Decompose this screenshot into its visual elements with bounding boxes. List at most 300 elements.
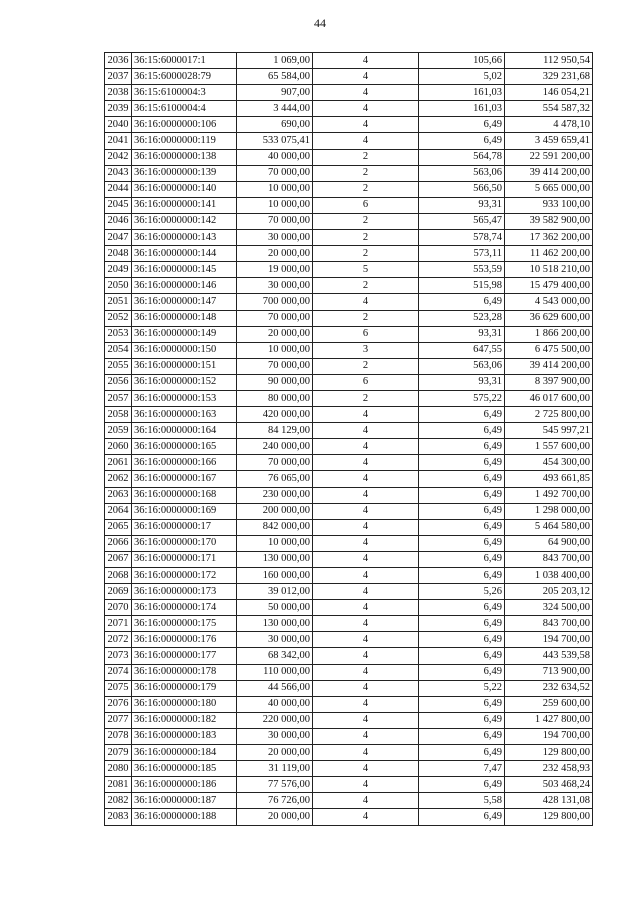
row-number-cell: 2077 (105, 712, 132, 728)
area-cell: 76 726,00 (237, 793, 313, 809)
row-number-cell: 2059 (105, 423, 132, 439)
specific-value-cell: 6,49 (419, 423, 505, 439)
area-cell: 10 000,00 (237, 342, 313, 358)
cadastral-number-cell: 36:16:0000000:176 (132, 632, 237, 648)
area-cell: 160 000,00 (237, 568, 313, 584)
row-number-cell: 2041 (105, 133, 132, 149)
area-cell: 30 000,00 (237, 230, 313, 246)
row-number-cell: 2066 (105, 535, 132, 551)
area-cell: 110 000,00 (237, 664, 313, 680)
row-number-cell: 2064 (105, 503, 132, 519)
cadastral-value-cell: 713 900,00 (505, 664, 593, 680)
cadastral-value-cell: 232 634,52 (505, 680, 593, 696)
row-number-cell: 2040 (105, 117, 132, 133)
table-row (105, 181, 593, 197)
table-row (105, 390, 593, 406)
group-cell: 2 (313, 230, 419, 246)
group-cell: 4 (313, 632, 419, 648)
cadastral-number-cell: 36:16:0000000:153 (132, 390, 237, 406)
area-cell: 130 000,00 (237, 551, 313, 567)
row-number-cell: 2057 (105, 390, 132, 406)
specific-value-cell: 647,55 (419, 342, 505, 358)
cadastral-number-cell: 36:16:0000000:170 (132, 535, 237, 551)
cadastral-value-cell: 46 017 600,00 (505, 390, 593, 406)
cadastral-number-cell: 36:16:0000000:141 (132, 197, 237, 213)
table-row (105, 793, 593, 809)
group-cell: 4 (313, 648, 419, 664)
specific-value-cell: 161,03 (419, 101, 505, 117)
area-cell: 70 000,00 (237, 455, 313, 471)
group-cell: 4 (313, 761, 419, 777)
cadastral-value-cell: 10 518 210,00 (505, 262, 593, 278)
row-number-cell: 2082 (105, 793, 132, 809)
area-cell: 19 000,00 (237, 262, 313, 278)
specific-value-cell: 553,59 (419, 262, 505, 278)
cadastral-value-cell: 39 414 200,00 (505, 358, 593, 374)
row-number-cell: 2053 (105, 326, 132, 342)
specific-value-cell: 93,31 (419, 197, 505, 213)
table-row (105, 568, 593, 584)
cadastral-value-cell: 36 629 600,00 (505, 310, 593, 326)
group-cell: 4 (313, 568, 419, 584)
specific-value-cell: 6,49 (419, 568, 505, 584)
cadastral-number-cell: 36:16:0000000:168 (132, 487, 237, 503)
row-number-cell: 2047 (105, 230, 132, 246)
group-cell: 2 (313, 390, 419, 406)
group-cell: 4 (313, 294, 419, 310)
specific-value-cell: 93,31 (419, 374, 505, 390)
row-number-cell: 2046 (105, 213, 132, 229)
group-cell: 2 (313, 310, 419, 326)
specific-value-cell: 6,49 (419, 407, 505, 423)
row-number-cell: 2049 (105, 262, 132, 278)
row-number-cell: 2044 (105, 181, 132, 197)
cadastral-value-cell: 8 397 900,00 (505, 374, 593, 390)
row-number-cell: 2069 (105, 584, 132, 600)
table-row (105, 600, 593, 616)
cadastral-value-cell: 454 300,00 (505, 455, 593, 471)
table-row (105, 407, 593, 423)
row-number-cell: 2076 (105, 696, 132, 712)
specific-value-cell: 566,50 (419, 181, 505, 197)
specific-value-cell: 523,28 (419, 310, 505, 326)
area-cell: 690,00 (237, 117, 313, 133)
table-row (105, 85, 593, 101)
row-number-cell: 2068 (105, 568, 132, 584)
row-number-cell: 2083 (105, 809, 132, 825)
row-number-cell: 2036 (105, 53, 132, 69)
area-cell: 10 000,00 (237, 535, 313, 551)
cadastral-number-cell: 36:16:0000000:140 (132, 181, 237, 197)
table-row (105, 262, 593, 278)
specific-value-cell: 6,49 (419, 551, 505, 567)
cadastral-number-cell: 36:16:0000000:182 (132, 712, 237, 728)
cadastral-number-cell: 36:16:0000000:175 (132, 616, 237, 632)
area-cell: 907,00 (237, 85, 313, 101)
area-cell: 40 000,00 (237, 149, 313, 165)
table-body (105, 53, 593, 826)
table-row (105, 535, 593, 551)
specific-value-cell: 6,49 (419, 696, 505, 712)
specific-value-cell: 6,49 (419, 664, 505, 680)
group-cell: 4 (313, 728, 419, 744)
cadastral-number-cell: 36:16:0000000:174 (132, 600, 237, 616)
area-cell: 1 069,00 (237, 53, 313, 69)
table-row (105, 117, 593, 133)
cadastral-number-cell: 36:16:0000000:148 (132, 310, 237, 326)
group-cell: 4 (313, 551, 419, 567)
group-cell: 4 (313, 712, 419, 728)
group-cell: 4 (313, 117, 419, 133)
cadastral-number-cell: 36:16:0000000:151 (132, 358, 237, 374)
table-row (105, 728, 593, 744)
cadastral-value-cell: 843 700,00 (505, 616, 593, 632)
row-number-cell: 2080 (105, 761, 132, 777)
cadastral-value-cell: 1 866 200,00 (505, 326, 593, 342)
area-cell: 700 000,00 (237, 294, 313, 310)
group-cell: 4 (313, 584, 419, 600)
cadastral-value-cell: 129 800,00 (505, 809, 593, 825)
cadastral-value-cell: 443 539,58 (505, 648, 593, 664)
group-cell: 4 (313, 471, 419, 487)
group-cell: 4 (313, 423, 419, 439)
row-number-cell: 2075 (105, 680, 132, 696)
page-number: 44 (314, 16, 326, 30)
table-row (105, 648, 593, 664)
cadastral-value-cell: 493 661,85 (505, 471, 593, 487)
specific-value-cell: 7,47 (419, 761, 505, 777)
area-cell: 80 000,00 (237, 390, 313, 406)
specific-value-cell: 5,26 (419, 584, 505, 600)
cadastral-number-cell: 36:16:0000000:17 (132, 519, 237, 535)
cadastral-number-cell: 36:16:0000000:146 (132, 278, 237, 294)
table-row (105, 165, 593, 181)
cadastral-number-cell: 36:16:0000000:142 (132, 213, 237, 229)
cadastral-number-cell: 36:16:0000000:145 (132, 262, 237, 278)
row-number-cell: 2052 (105, 310, 132, 326)
table-row (105, 213, 593, 229)
row-number-cell: 2061 (105, 455, 132, 471)
area-cell: 20 000,00 (237, 745, 313, 761)
cadastral-value-cell: 1 298 000,00 (505, 503, 593, 519)
row-number-cell: 2071 (105, 616, 132, 632)
cadastral-number-cell: 36:15:6100004:3 (132, 85, 237, 101)
cadastral-number-cell: 36:16:0000000:177 (132, 648, 237, 664)
specific-value-cell: 6,49 (419, 632, 505, 648)
group-cell: 6 (313, 374, 419, 390)
cadastral-number-cell: 36:16:0000000:184 (132, 745, 237, 761)
area-cell: 76 065,00 (237, 471, 313, 487)
cadastral-value-cell: 259 600,00 (505, 696, 593, 712)
cadastral-number-cell: 36:16:0000000:106 (132, 117, 237, 133)
specific-value-cell: 6,49 (419, 294, 505, 310)
cadastral-number-cell: 36:16:0000000:164 (132, 423, 237, 439)
row-number-cell: 2056 (105, 374, 132, 390)
group-cell: 4 (313, 101, 419, 117)
specific-value-cell: 6,49 (419, 777, 505, 793)
table-row (105, 326, 593, 342)
cadastral-value-cell: 1 038 400,00 (505, 568, 593, 584)
group-cell: 4 (313, 600, 419, 616)
area-cell: 40 000,00 (237, 696, 313, 712)
cadastral-number-cell: 36:16:0000000:139 (132, 165, 237, 181)
group-cell: 4 (313, 745, 419, 761)
table-row (105, 101, 593, 117)
row-number-cell: 2079 (105, 745, 132, 761)
specific-value-cell: 565,47 (419, 213, 505, 229)
table-row (105, 69, 593, 85)
cadastral-number-cell: 36:16:0000000:183 (132, 728, 237, 744)
area-cell: 70 000,00 (237, 165, 313, 181)
area-cell: 20 000,00 (237, 809, 313, 825)
specific-value-cell: 573,11 (419, 246, 505, 262)
table-row (105, 246, 593, 262)
cadastral-value-cell: 146 054,21 (505, 85, 593, 101)
row-number-cell: 2060 (105, 439, 132, 455)
row-number-cell: 2081 (105, 777, 132, 793)
specific-value-cell: 578,74 (419, 230, 505, 246)
table-row (105, 777, 593, 793)
row-number-cell: 2054 (105, 342, 132, 358)
cadastral-value-cell: 232 458,93 (505, 761, 593, 777)
area-cell: 39 012,00 (237, 584, 313, 600)
cadastral-value-cell: 4 543 000,00 (505, 294, 593, 310)
cadastral-value-cell: 4 478,10 (505, 117, 593, 133)
area-cell: 30 000,00 (237, 278, 313, 294)
cadastral-number-cell: 36:16:0000000:138 (132, 149, 237, 165)
specific-value-cell: 564,78 (419, 149, 505, 165)
group-cell: 6 (313, 326, 419, 342)
cadastral-number-cell: 36:16:0000000:119 (132, 133, 237, 149)
table-row (105, 503, 593, 519)
table-row (105, 455, 593, 471)
cadastral-number-cell: 36:16:0000000:173 (132, 584, 237, 600)
cadastral-value-cell: 39 582 900,00 (505, 213, 593, 229)
table-row (105, 310, 593, 326)
area-cell: 31 119,00 (237, 761, 313, 777)
cadastral-value-cell: 324 500,00 (505, 600, 593, 616)
table-row (105, 584, 593, 600)
row-number-cell: 2045 (105, 197, 132, 213)
group-cell: 4 (313, 777, 419, 793)
row-number-cell: 2073 (105, 648, 132, 664)
row-number-cell: 2072 (105, 632, 132, 648)
group-cell: 4 (313, 487, 419, 503)
table-row (105, 358, 593, 374)
specific-value-cell: 515,98 (419, 278, 505, 294)
row-number-cell: 2074 (105, 664, 132, 680)
row-number-cell: 2063 (105, 487, 132, 503)
row-number-cell: 2037 (105, 69, 132, 85)
row-number-cell: 2058 (105, 407, 132, 423)
area-cell: 533 075,41 (237, 133, 313, 149)
area-cell: 200 000,00 (237, 503, 313, 519)
row-number-cell: 2051 (105, 294, 132, 310)
group-cell: 2 (313, 181, 419, 197)
table-row (105, 632, 593, 648)
cadastral-value-cell: 6 475 500,00 (505, 342, 593, 358)
area-cell: 10 000,00 (237, 197, 313, 213)
area-cell: 65 584,00 (237, 69, 313, 85)
area-cell: 230 000,00 (237, 487, 313, 503)
group-cell: 4 (313, 455, 419, 471)
specific-value-cell: 6,49 (419, 809, 505, 825)
cadastral-value-cell: 843 700,00 (505, 551, 593, 567)
group-cell: 6 (313, 197, 419, 213)
table-row (105, 53, 593, 69)
row-number-cell: 2065 (105, 519, 132, 535)
specific-value-cell: 563,06 (419, 165, 505, 181)
table-row (105, 680, 593, 696)
area-cell: 70 000,00 (237, 310, 313, 326)
group-cell: 4 (313, 616, 419, 632)
cadastral-value-cell: 129 800,00 (505, 745, 593, 761)
specific-value-cell: 6,49 (419, 439, 505, 455)
group-cell: 2 (313, 149, 419, 165)
table-row (105, 133, 593, 149)
specific-value-cell: 6,49 (419, 471, 505, 487)
group-cell: 4 (313, 407, 419, 423)
table-row (105, 551, 593, 567)
area-cell: 68 342,00 (237, 648, 313, 664)
table-row (105, 519, 593, 535)
row-number-cell: 2038 (105, 85, 132, 101)
table-row (105, 197, 593, 213)
specific-value-cell: 6,49 (419, 600, 505, 616)
area-cell: 20 000,00 (237, 246, 313, 262)
cadastral-number-cell: 36:16:0000000:149 (132, 326, 237, 342)
specific-value-cell: 6,49 (419, 712, 505, 728)
cadastral-value-cell: 112 950,54 (505, 53, 593, 69)
specific-value-cell: 105,66 (419, 53, 505, 69)
row-number-cell: 2043 (105, 165, 132, 181)
row-number-cell: 2055 (105, 358, 132, 374)
cadastral-number-cell: 36:16:0000000:188 (132, 809, 237, 825)
cadastral-value-cell: 22 591 200,00 (505, 149, 593, 165)
group-cell: 4 (313, 503, 419, 519)
area-cell: 130 000,00 (237, 616, 313, 632)
group-cell: 4 (313, 133, 419, 149)
specific-value-cell: 161,03 (419, 85, 505, 101)
cadastral-number-cell: 36:16:0000000:144 (132, 246, 237, 262)
cadastral-number-cell: 36:15:6100004:4 (132, 101, 237, 117)
cadastral-value-cell: 39 414 200,00 (505, 165, 593, 181)
cadastral-value-cell: 1 427 800,00 (505, 712, 593, 728)
specific-value-cell: 5,02 (419, 69, 505, 85)
cadastral-number-cell: 36:16:0000000:171 (132, 551, 237, 567)
specific-value-cell: 6,49 (419, 728, 505, 744)
cadastral-number-cell: 36:16:0000000:150 (132, 342, 237, 358)
table-row (105, 439, 593, 455)
table-row (105, 423, 593, 439)
cadastral-value-cell: 2 725 800,00 (505, 407, 593, 423)
row-number-cell: 2050 (105, 278, 132, 294)
row-number-cell: 2042 (105, 149, 132, 165)
group-cell: 4 (313, 809, 419, 825)
specific-value-cell: 6,49 (419, 745, 505, 761)
specific-value-cell: 6,49 (419, 133, 505, 149)
specific-value-cell: 575,22 (419, 390, 505, 406)
area-cell: 50 000,00 (237, 600, 313, 616)
cadastral-number-cell: 36:16:0000000:187 (132, 793, 237, 809)
specific-value-cell: 6,49 (419, 535, 505, 551)
cadastral-number-cell: 36:16:0000000:180 (132, 696, 237, 712)
cadastral-value-cell: 933 100,00 (505, 197, 593, 213)
row-number-cell: 2048 (105, 246, 132, 262)
table-row (105, 149, 593, 165)
cadastral-value-cell: 554 587,32 (505, 101, 593, 117)
area-cell: 220 000,00 (237, 712, 313, 728)
cadastral-value-cell: 545 997,21 (505, 423, 593, 439)
group-cell: 4 (313, 793, 419, 809)
table-row (105, 487, 593, 503)
cadastral-number-cell: 36:16:0000000:172 (132, 568, 237, 584)
specific-value-cell: 6,49 (419, 616, 505, 632)
cadastral-value-cell: 194 700,00 (505, 728, 593, 744)
group-cell: 5 (313, 262, 419, 278)
cadastral-number-cell: 36:16:0000000:185 (132, 761, 237, 777)
row-number-cell: 2078 (105, 728, 132, 744)
cadastral-value-cell: 205 203,12 (505, 584, 593, 600)
group-cell: 4 (313, 439, 419, 455)
area-cell: 44 566,00 (237, 680, 313, 696)
cadastral-number-cell: 36:16:0000000:167 (132, 471, 237, 487)
cadastral-value-cell: 64 900,00 (505, 535, 593, 551)
cadastral-number-cell: 36:15:6000017:1 (132, 53, 237, 69)
group-cell: 4 (313, 53, 419, 69)
group-cell: 4 (313, 535, 419, 551)
cadastral-value-cell: 17 362 200,00 (505, 230, 593, 246)
table-row (105, 230, 593, 246)
cadastral-number-cell: 36:15:6000028:79 (132, 69, 237, 85)
cadastral-value-cell: 5 464 580,00 (505, 519, 593, 535)
group-cell: 4 (313, 664, 419, 680)
specific-value-cell: 5,58 (419, 793, 505, 809)
cadastral-number-cell: 36:16:0000000:163 (132, 407, 237, 423)
table-row (105, 809, 593, 825)
group-cell: 2 (313, 246, 419, 262)
table-row (105, 761, 593, 777)
cadastral-value-cell: 503 468,24 (505, 777, 593, 793)
area-cell: 70 000,00 (237, 358, 313, 374)
cadastral-value-cell: 329 231,68 (505, 69, 593, 85)
table-row (105, 616, 593, 632)
specific-value-cell: 6,49 (419, 487, 505, 503)
group-cell: 4 (313, 69, 419, 85)
cadastral-value-cell: 15 479 400,00 (505, 278, 593, 294)
area-cell: 20 000,00 (237, 326, 313, 342)
group-cell: 2 (313, 358, 419, 374)
cadastral-value-cell: 1 557 600,00 (505, 439, 593, 455)
group-cell: 4 (313, 680, 419, 696)
table-row (105, 696, 593, 712)
specific-value-cell: 6,49 (419, 503, 505, 519)
cadastral-value-cell: 11 462 200,00 (505, 246, 593, 262)
area-cell: 842 000,00 (237, 519, 313, 535)
row-number-cell: 2039 (105, 101, 132, 117)
area-cell: 70 000,00 (237, 213, 313, 229)
group-cell: 4 (313, 696, 419, 712)
cadastral-value-cell: 428 131,08 (505, 793, 593, 809)
cadastral-number-cell: 36:16:0000000:165 (132, 439, 237, 455)
specific-value-cell: 563,06 (419, 358, 505, 374)
cadastral-number-cell: 36:16:0000000:179 (132, 680, 237, 696)
specific-value-cell: 5,22 (419, 680, 505, 696)
row-number-cell: 2062 (105, 471, 132, 487)
area-cell: 77 576,00 (237, 777, 313, 793)
group-cell: 3 (313, 342, 419, 358)
group-cell: 4 (313, 519, 419, 535)
